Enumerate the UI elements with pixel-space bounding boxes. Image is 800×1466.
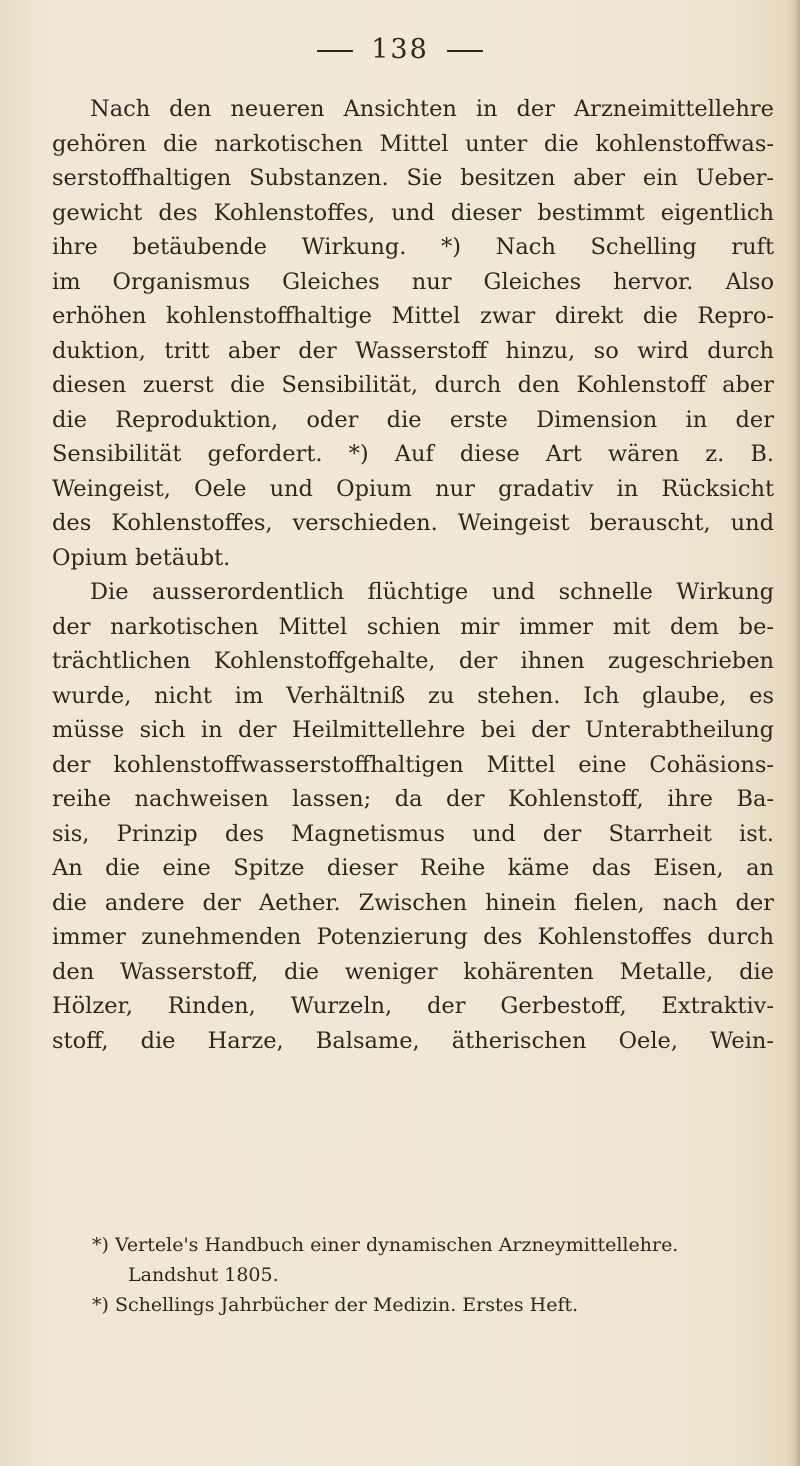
footnote-1-continued: Landshut 1805. — [128, 1264, 279, 1286]
text-line: des Kohlenstoffes, verschieden. Weingeist berauscht, und — [52, 510, 774, 536]
footnote-2: *) Schellings Jahrbücher der Medizin. Erstes Heft. — [92, 1294, 579, 1316]
text-line: An die eine Spitze dieser Reihe käme das Eisen, an — [52, 855, 774, 881]
text-line: Die ausserordentlich flüchtige und schnelle Wirkung — [90, 579, 774, 605]
text-line: gehören die narkotischen Mittel unter die kohlenstoffwas- — [52, 130, 774, 157]
text-line: Hölzer, Rinden, Wurzeln, der Gerbestoff, Extraktiv- — [52, 993, 774, 1019]
text-line: die Reproduktion, oder die erste Dimension in der — [52, 406, 774, 433]
text-line: den Wasserstoff, die weniger kohärenten Metalle, die — [52, 958, 774, 985]
text-line: diesen zuerst die Sensibilität, durch den Kohlenstoff aber — [52, 372, 774, 398]
text-line: müsse sich in der Heilmittellehre bei der Unterabtheilung — [52, 717, 774, 743]
text-line: die andere der Aether. Zwischen hinein fielen, nach der — [52, 889, 774, 916]
text-line: im Organismus Gleiches nur Gleiches hervor. Also — [52, 268, 774, 295]
header-dash-left — [317, 50, 353, 52]
footnote-1: *) Vertele's Handbuch einer dynamischen Arzneymittellehre. — [92, 1234, 679, 1256]
text-line: immer zunehmenden Potenzierung des Kohlenstoffes durch — [52, 924, 774, 950]
body-text — [52, 92, 774, 1058]
page-header — [0, 34, 800, 65]
text-line: erhöhen kohlenstoffhaltige Mittel zwar direkt die Repro- — [52, 303, 774, 329]
text-line: Nach den neueren Ansichten in der Arzneimittellehre — [90, 96, 774, 122]
page-edge-shadow — [786, 0, 800, 1466]
header-dash-right — [447, 50, 483, 52]
text-line: sis, Prinzip des Magnetismus und der Starrheit ist. — [52, 820, 774, 847]
text-line: gewicht des Kohlenstoffes, und dieser bestimmt eigentlich — [52, 199, 774, 226]
text-line: der kohlenstoffwasserstoffhaltigen Mittel eine Cohäsions- — [52, 751, 774, 778]
text-line: Sensibilität gefordert. *) Auf diese Art wären z. B. — [52, 441, 774, 467]
text-line: duktion, tritt aber der Wasserstoff hinzu, so wird durch — [52, 337, 774, 364]
page-number: 138 — [371, 34, 429, 65]
text-line: trächtlichen Kohlenstoffgehalte, der ihnen zugeschrieben — [52, 648, 774, 674]
text-line: Opium betäubt. — [52, 544, 231, 571]
text-line: reihe nachweisen lassen; da der Kohlenstoff, ihre Ba- — [52, 786, 774, 812]
text-line: ihre betäubende Wirkung. *) Nach Schelling ruft — [52, 234, 774, 260]
text-line: der narkotischen Mittel schien mir immer mit dem be- — [52, 613, 774, 640]
footnotes — [52, 1230, 774, 1320]
text-line: Weingeist, Oele und Opium nur gradativ in Rücksicht — [52, 475, 774, 502]
text-line: serstoffhaltigen Substanzen. Sie besitzen aber ein Ueber- — [52, 165, 774, 191]
text-line: wurde, nicht im Verhältniß zu stehen. Ich glaube, es — [52, 682, 774, 709]
text-line: stoff, die Harze, Balsame, ätherischen Oele, Wein- — [52, 1027, 774, 1054]
